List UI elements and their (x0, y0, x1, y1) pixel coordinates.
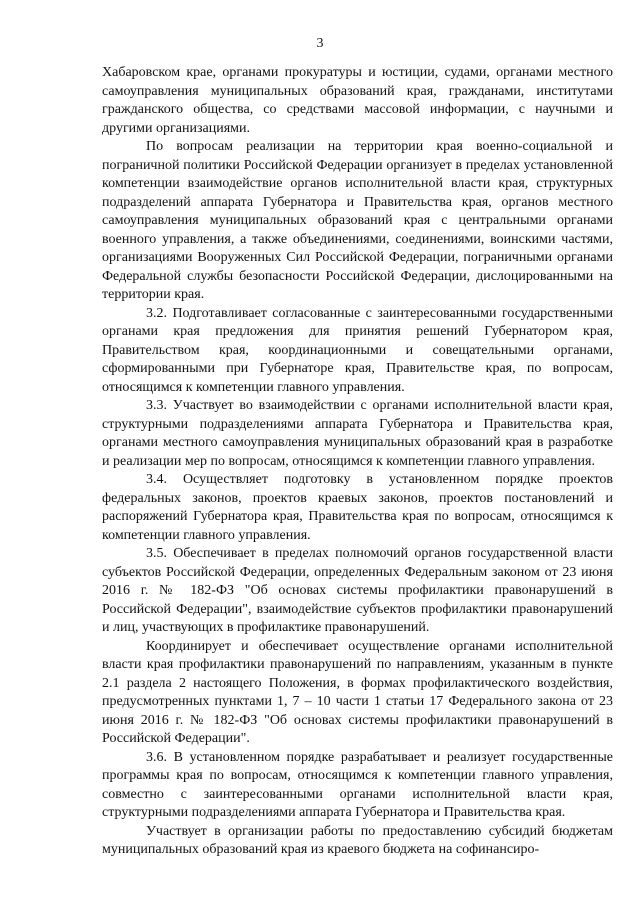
paragraph-3-5: 3.5. Обеспечивает в пределах полномочий органов государственной власти субъектов Российской Федерации, определенных Федеральным законом от 23 июня 2016 г. № 182-ФЗ "Об основах системы профилактики правонарушений в Российской Федерации", взаимодействие субъектов профилактики правонарушений и лиц, участвующих в профилактике правонарушений. (102, 546, 613, 635)
paragraph-3-2: 3.2. Подготавливает согласованные с заинтересованными государственными органами края предложения для принятия решений Губернатором края, Правительством края, координационными и совещательными органами, сформированными при Губернаторе края, Правительстве края, по вопросам, относящимся к компетенции главного управления. (102, 305, 613, 395)
paragraph-1: Хабаровском крае, органами прокуратуры и юстиции, судами, органами местного самоуправления муниципальных образований края, гражданами, институтами гражданского общества, со средствами массовой информации, с научными и другими организациями. (102, 65, 613, 136)
paragraph-3-3: 3.3. Участвует во взаимодействии с органами исполнительной власти края, структурными подразделениями аппарата Губернатора и Правительства края, органами местного самоуправления муниципальных образований края в разработке и реализации мер по вопросам, относящимся к компетенции главного управления. (102, 398, 613, 469)
document-body (102, 64, 613, 860)
paragraph-2: По вопросам реализации на территории края военно-социальной и пограничной политики Российской Федерации организует в пределах установленной компетенции взаимодействие органов исполнительной власти края, структурных подразделений аппарата Губернатора и Правительства края, органов местного самоуправления муниципальных образований края с центральными органами военного управления, а также объединениями, соединениями, воинскими частями, организациями Вооруженных Сил Российской Федерации, пограничными органами Федеральной службы безопасности Российской Федерации, дислоцированными на территории края. (102, 139, 613, 302)
page-number: 3 (316, 36, 324, 51)
paragraph-3-6: 3.6. В установленном порядке разрабатывает и реализует государственные программы края по вопросам, относящимся к компетенции главного управления, совместно с заинтересованными органами исполнительной власти края, структурными подразделениями аппарата Губернатора и Правительства края. (102, 749, 613, 820)
paragraph-3-4: 3.4. Осуществляет подготовку в установленном порядке проектов федеральных законов, проектов краевых законов, проектов постановлений и распоряжений Губернатора края, Правительства края по вопросам, относящимся к компетенции главного управления. (102, 472, 613, 543)
paragraph-3-5-coordination: Координирует и обеспечивает осуществление органами исполнительной власти края профилактики правонарушений по направлениям, указанным в пункте 2.1 раздела 2 настоящего Положения, в формах профилактического воздействия, предусмотренных пунктами 1, 7 – 10 части 1 статьи 17 Федерального закона от 23 июня 2016 г. № 182-ФЗ "Об основах системы профилактики правонарушений в Российской Федерации". (102, 638, 613, 746)
paragraph-3-6-subsidies: Участвует в организации работы по предоставлению субсидий бюджетам муниципальных образований края из краевого бюджета на софинансиро- (102, 823, 613, 857)
